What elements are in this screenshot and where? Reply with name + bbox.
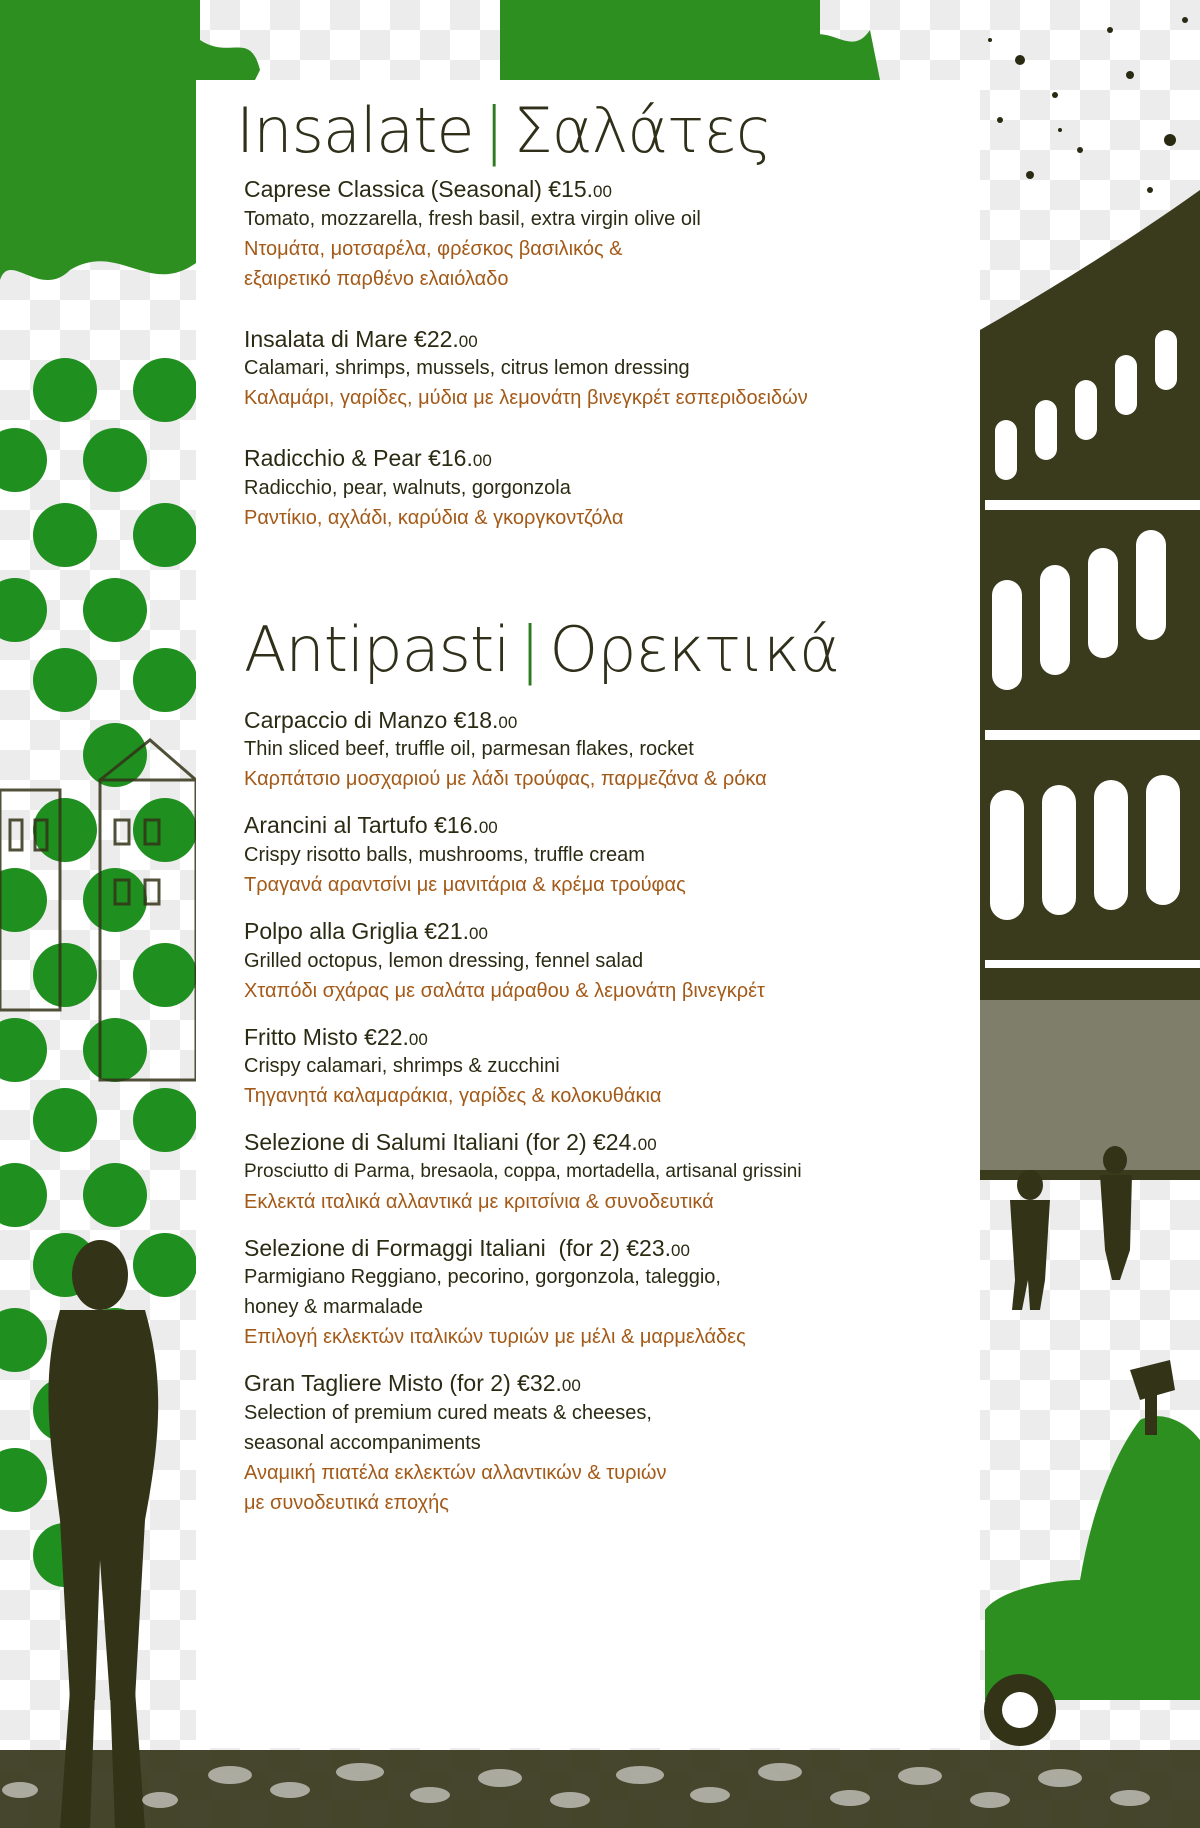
cobblestone-icon (0, 1750, 1200, 1828)
dish-description-gr: Ραντίκιο, αχλάδι, καρύδια & γκοργκοντζόλα (244, 506, 624, 529)
dish-description-en: Calamari, shrimps, mussels, citrus lemon dressing (244, 357, 690, 380)
section-title-greek: Ορεκτικά (549, 612, 839, 686)
dish-price: €16. (428, 445, 473, 472)
dish-description-en: Selection of premium cured meats & cheeses, (244, 1401, 652, 1424)
dish-price-cents: 00 (561, 1376, 581, 1396)
menu-item (244, 326, 980, 414)
dish-description-en: Tomato, mozzarella, fresh basil, extra virgin olive oil (244, 207, 701, 230)
menu-item-name (244, 1024, 980, 1052)
dish-description-gr: Αναμική πιατέλα εκλεκτών αλλαντικών & τυριών (244, 1461, 667, 1484)
dish-description-gr: Τραγανά αραντσίνι με μανιτάρια & κρέμα τρούφας (244, 873, 686, 896)
dish-description-en: Crispy risotto balls, mushrooms, truffle cream (244, 843, 645, 866)
dish-price-cents: 00 (498, 712, 518, 732)
colosseum-icon (980, 190, 1200, 1180)
section-insalate (236, 94, 980, 533)
dish-description-en: honey & marmalade (244, 1296, 423, 1319)
dish-price: €18. (453, 706, 499, 733)
menu-item (244, 445, 980, 533)
menu-item (244, 707, 980, 795)
menu-item-name (244, 1370, 980, 1398)
section-title (236, 94, 980, 167)
dish-description-en: seasonal accompaniments (244, 1431, 481, 1454)
dish-description-en: Parmigiano Reggiano, pecorino, gorgonzola, taleggio, (244, 1266, 721, 1289)
dish-price-cents: 00 (469, 923, 488, 943)
menu-item-name (244, 1129, 980, 1157)
dish-price: €24. (593, 1129, 638, 1156)
dish-price: €32. (517, 1370, 562, 1397)
menu-item (244, 812, 980, 900)
dish-description-gr: Εκλεκτά ιταλικά αλλαντικά με κριτσίνια & συνοδευτικά (244, 1190, 714, 1213)
dish-description-gr: με συνοδευτικά εποχής (244, 1491, 449, 1514)
dish-name: Radicchio & Pear (244, 445, 422, 472)
section-title (244, 612, 980, 686)
dish-description-gr: Καρπάτσιο μοσχαριού με λάδι τρούφας, παρμεζάνα & ρόκα (244, 768, 767, 791)
dish-price-cents: 00 (637, 1135, 657, 1155)
ink-splatter-icon (988, 17, 1188, 193)
dish-price-cents: 00 (671, 1240, 690, 1260)
menu-item (244, 918, 980, 1006)
menu-item (244, 176, 980, 294)
section-title-italian: Antipasti (244, 612, 510, 686)
menu-item (244, 1024, 980, 1112)
section-title-divider: | (483, 94, 504, 167)
dish-price: €23. (626, 1234, 671, 1261)
menu-item-name (244, 918, 980, 946)
dish-description-en: Radicchio, pear, walnuts, gorgonzola (244, 476, 571, 499)
dish-price-cents: 00 (593, 182, 612, 201)
menu-item (244, 1129, 980, 1217)
section-title-italian: Insalate (236, 94, 474, 167)
dish-description-gr: Επιλογή εκλεκτών ιταλικών τυριών με μέλι & μαρμελάδες (244, 1326, 746, 1349)
dish-description-gr: Καλαμάρι, γαρίδες, μύδια με λεμονάτη βινεγκρέτ εσπεριδοειδών (244, 387, 808, 410)
dish-price-cents: 00 (458, 331, 478, 351)
menu-item (244, 1370, 980, 1518)
dish-price: €16. (434, 812, 479, 839)
dish-description-gr: Ντομάτα, μοτσαρέλα, φρέσκος βασιλικός & (244, 237, 623, 260)
dish-price: €15. (548, 176, 594, 202)
menu-item-name (244, 326, 980, 354)
menu-item-name (244, 445, 980, 473)
menu-item-name (244, 176, 980, 204)
dish-description-gr: Τηγανητά καλαμαράκια, γαρίδες & κολοκυθάκια (244, 1085, 662, 1108)
section-antipasti (244, 612, 980, 1518)
dish-name: Carpaccio di Manzo (244, 706, 448, 733)
dish-description-en: Grilled octopus, lemon dressing, fennel salad (244, 949, 644, 972)
menu-item-name (244, 707, 980, 735)
woman-silhouette-icon (48, 1240, 158, 1828)
dish-name: Selezione di Formaggi Italiani (for 2) (244, 1234, 620, 1261)
dish-name: Selezione di Salumi Italiani (for 2) (244, 1129, 587, 1156)
dish-price-cents: 00 (472, 451, 492, 471)
section-title-greek: Σαλάτες (513, 94, 772, 167)
dish-price: €21. (424, 917, 470, 944)
dish-name: Fritto Misto (244, 1023, 358, 1050)
section-title-divider: | (519, 612, 540, 686)
menu-item-name (244, 812, 980, 840)
dish-description-en: Crispy calamari, shrimps & zucchini (244, 1055, 560, 1078)
dish-price: €22. (414, 325, 459, 352)
dish-name: Polpo alla Griglia (244, 917, 418, 944)
dish-description-gr: Χταπόδι σχάρας με σαλάτα μάραθου & λεμονάτη βινεγκρέτ (244, 979, 765, 1002)
dish-price-cents: 00 (478, 818, 498, 838)
dish-name: Caprese Classica (Seasonal) (244, 176, 542, 202)
dish-name: Gran Tagliere Misto (for 2) (244, 1370, 511, 1397)
dish-description-en: Prosciutto di Parma, bresaola, coppa, mortadella, artisanal grissini (244, 1160, 802, 1182)
dish-description-en: Thin sliced beef, truffle oil, parmesan flakes, rocket (244, 738, 694, 761)
dish-description-gr: εξαιρετικό παρθένο ελαιόλαδο (244, 267, 509, 290)
menu-item (244, 1235, 980, 1353)
vespa-scooter-icon (984, 1360, 1200, 1746)
menu-card (196, 80, 980, 1748)
dish-name: Insalata di Mare (244, 325, 408, 352)
dish-name: Arancini al Tartufo (244, 812, 428, 839)
dish-price-cents: 00 (408, 1029, 428, 1049)
dish-price: €22. (364, 1023, 409, 1050)
menu-item-name (244, 1235, 980, 1263)
